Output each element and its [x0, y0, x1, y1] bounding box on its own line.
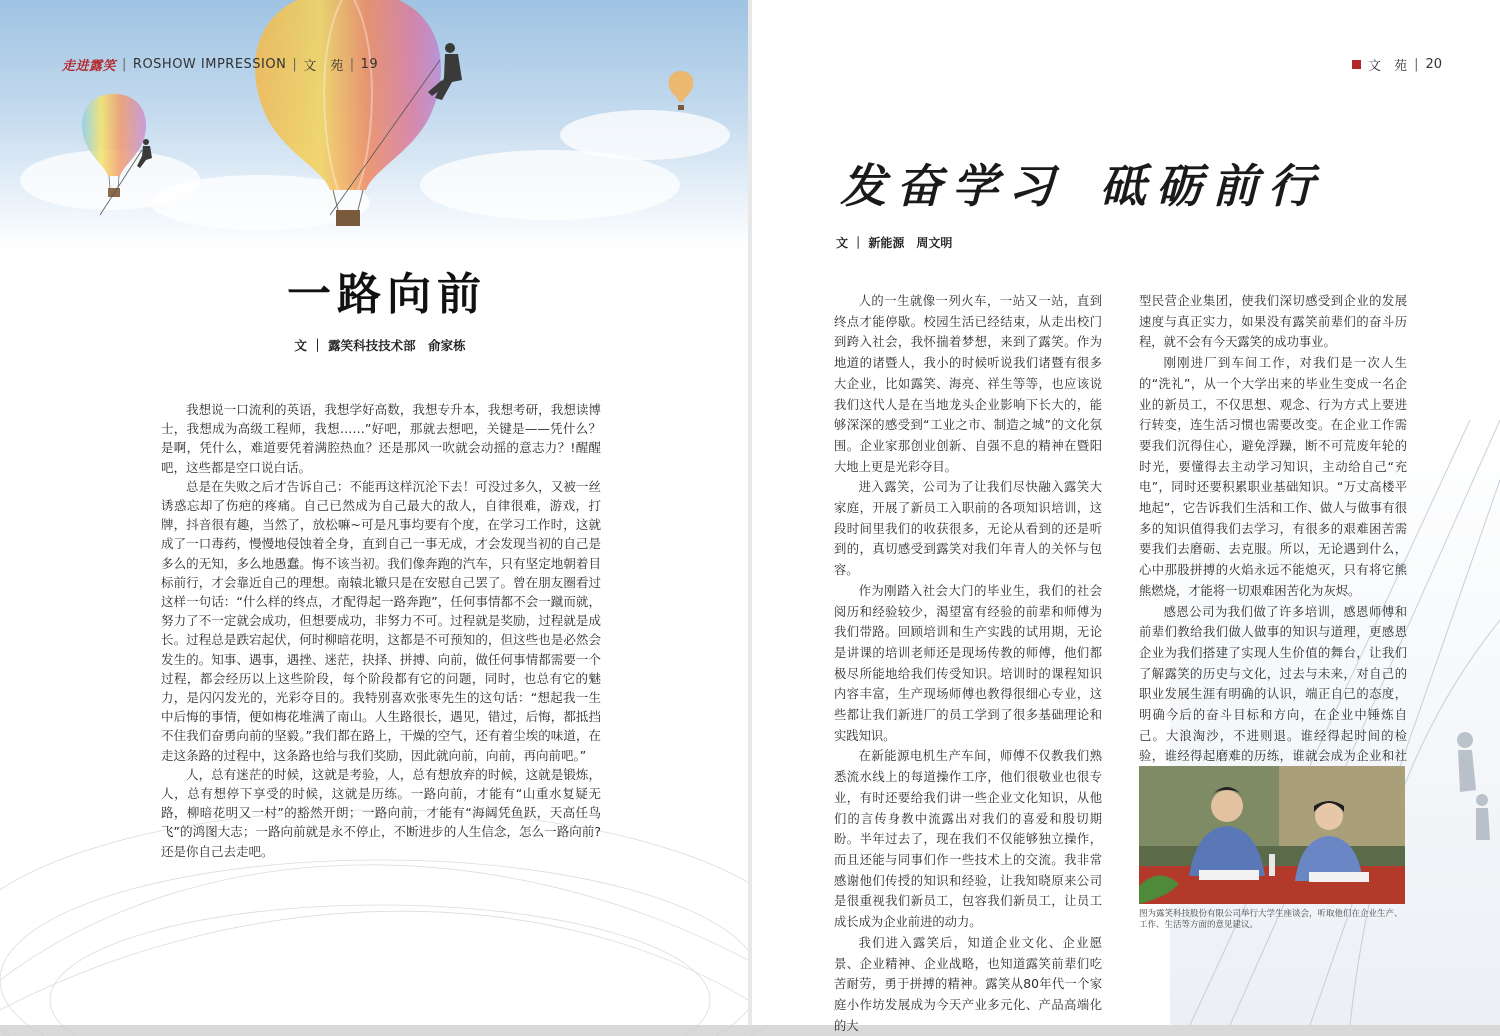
section-name: 文 苑: [1368, 59, 1408, 74]
section-name: 文 苑: [303, 59, 344, 74]
title-part-2: 砥砺前行: [1100, 159, 1324, 213]
paragraph: 感恩公司为我们做了许多培训，感恩师傅和前辈们教给我们做人做事的知识与道理，更感恩企业为我们搭建了实现人生价值的舞台，让我们了解露笑的历史与文化，过去与未来，对自己的职业发展生涯有明确的认识，端正自己的态度，明确今后的奋斗目标和方向，在企业中锤炼自己。大浪淘沙，不进则退。谁经得起时间的检验，谁经得起磨难的历练，谁就会成为企业和社: [1139, 604, 1407, 764]
left-page-header: 走进露笑 | ROSHOW IMPRESSION | 文 苑 | 19: [62, 57, 379, 74]
photo-caption: 图为露笑科技股份有限公司举行大学生座谈会，听取他们在企业生产、工作、生活等方面的意见建议。: [1139, 909, 1403, 930]
hot-air-balloon-tiny-illustration: [666, 70, 696, 112]
paragraph: 人，总有迷茫的时候，这就是考验，人，总有想放弃的时候，这就是锻炼，人，总有想停下享受的时候，这就是历练。一路向前，才能有“山重水复疑无路，柳暗花明又一村”的豁然开朗；一路向前，才能有“海阔凭鱼跃，天高任鸟飞”的鸿图大志；一路向前就是永不停止，不断进步的人生信念，怎么一路向前?还是你自己去走吧。: [161, 766, 601, 859]
paragraph: 刚刚进厂到车间工作，对我们是一次人生的“洗礼”，从一个大学出来的毕业生变成一名企业的新员工，不仅思想、观念、行为方式上要进行转变，连生活习惯也需要改变。在企业工作需要我们沉得住心，避免浮躁，断不可荒废年轮的时光，要懂得去主动学习知识，主动给自己“充电”，同时还要积累职业基础知识。“万丈高楼平地起”，它告诉我们生活和工作、做人与做事有很多的知识值得我们去学习，有很多的艰难困苦需要我们去磨砺、去克服。所以，无论遇到什么，心中那股拼搏的火焰永远不能熄灭，只有将它熊熊燃烧，才能将一切艰难困苦化为灰烬。: [1139, 356, 1407, 598]
paragraph: 型民营企业集团，使我们深切感受到企业的发展速度与真正实力，如果没有露笑前辈们的奋斗历程，就不会有今天露笑的成功事业。: [1139, 294, 1407, 350]
right-page-header: 文 苑 | 20: [1352, 55, 1442, 74]
left-page: [0, 0, 748, 1025]
paragraph: 总是在失败之后才告诉自己：不能再这样沉沦下去！可没过多久，又被一丝诱惑忘却了伤疤的疼痛。自己已然成为自己最大的敌人，自律很难，游戏，打牌，抖音很有趣，当然了，放松嘛~可是凡事均要有个度，在学习工作时，这就成了一口毒药，慢慢地侵蚀着全身，直到自己一事无成，才会发现当初的自己是多么的无知，多么地愚蠢。悔不该当初。我们像奔跑的汽车，只有坚定地朝着目标前行，才会靠近自己的理想。南辕北辙只是在安慰自己罢了。曾在朋友圈看过这样一句话：“什么样的终点，才配得起一路奔跑”，任何事情都不会一蹴而就，努力了不一定就会成功，但想要成功，非努力不可。过程就是奖励，过程就是成长。过程总是跌宕起伏，何时柳暗花明，这都是不可预知的，但这些也是必然会发生的。知事、遇事，遇挫、迷茫，抉择、拼搏、向前，做任何事情都需要一个过程，都会经历以上这些阶段，每个阶段都有它的问题，同时，也总有它的魅力，是闪闪发光的，光彩夺目的。我特别喜欢张枣先生的这句话：“想起我一生中后悔的事情，便如梅花堆满了南山。人生路很长，遇见，错过，后悔，都抵挡不住我们奋勇向前的坚毅。”我们都在路上，干燥的空气，还有着尘埃的味道，在走这条路的过程中，这条路也给与我们奖励，因此就向前，向前，再向前吧。”: [161, 478, 601, 763]
article-title: [840, 150, 1360, 216]
paragraph: 我想说一口流利的英语，我想学好高数，我想专升本，我想考研，我想读博士，我想成为高级工程师，我想……”好吧，那就去想吧，关键是——凭什么？是啊，凭什么，难道要凭着满腔热血？还是那风一吹就会动摇的意志力？!醒醒吧，这些都是空口说白话。: [161, 402, 601, 475]
paragraph: 在新能源电机生产车间，师傅不仅教我们熟悉流水线上的每道操作工序，他们很敬业也很专业，有时还要给我们讲一些企业文化知识，从他们的言传身教中流露出对我们的喜爱和殷切期盼。半年过去了，现在我们不仅能够独立操作，而且还能与同事们作一些技术上的交流。我非常感谢他们传授的知识和经验，让我知晓原来公司是很重视我们新员工，包容我们新员工，让员工成长成为企业前进的动力。: [834, 749, 1102, 930]
paragraph: 进入露笑，公司为了让我们尽快融入露笑大家庭，开展了新员工入职前的各项知识培训，这段时间里我们的收获很多，无论从看到的还是听到的，真切感受到露笑对我们年青人的关怀与包容。: [834, 480, 1102, 578]
brand-name-en: ROSHOW IMPRESSION: [132, 57, 287, 72]
right-page: [752, 0, 1500, 1033]
article-body: [161, 400, 601, 861]
paragraph: 作为刚踏入社会大门的毕业生，我们的社会阅历和经验较少，渴望富有经验的前辈和师傅为我们带路。回顾培训和生产实践的试用期，无论是讲课的培训老师还是现场传教的师傅，他们都极尽所能地给我们传受知识。培训时的课程知识内容丰富，生产现场师傅也教得很细心专业，这些都让我们新进厂的员工学到了很多基础理论和实践知识。: [834, 583, 1102, 743]
paragraph: 我们进入露笑后，知道企业文化、企业愿景、企业精神、企业战略，也知道露笑前辈们吃苦耐劳，勇于拼搏的精神。露笑从80年代一个家庭小作坊发展成为今天产业多元化、产品高端化的大: [834, 935, 1102, 1033]
article-byline: 文 ｜ 露笑科技技术部 俞家栋: [294, 338, 466, 353]
brand-logo-cn: 走进露笑: [62, 59, 117, 74]
meeting-photo: [1139, 766, 1405, 904]
article-title: 一路向前: [287, 269, 487, 320]
page-number: 19: [360, 57, 379, 72]
paragraph: 人的一生就像一列火车，一站又一站，直到终点才能停歇。校园生活已经结束，从走出校门到跨入社会，我怀揣着梦想，来到了露笑。作为地道的诸暨人，我小的时候听说我们诸暨有很多大企业，比如露笑、海亮、祥生等等，也应该说我们这代人是在当地龙头企业影响下长大的，能够深深的感受到“工业之市、制造之城”的文化氛围。企业家那创业创新、自强不息的精神在暨阳大地上更是光彩夺目。: [834, 294, 1102, 474]
red-square-icon: [1352, 60, 1361, 69]
title-part-1: 发奋学习: [840, 159, 1064, 213]
article-column-1: [834, 291, 1102, 1036]
article-column-2: [1139, 291, 1407, 788]
page-number: 20: [1425, 57, 1442, 72]
article-byline: 文 ｜ 新能源 周文明: [836, 236, 953, 250]
